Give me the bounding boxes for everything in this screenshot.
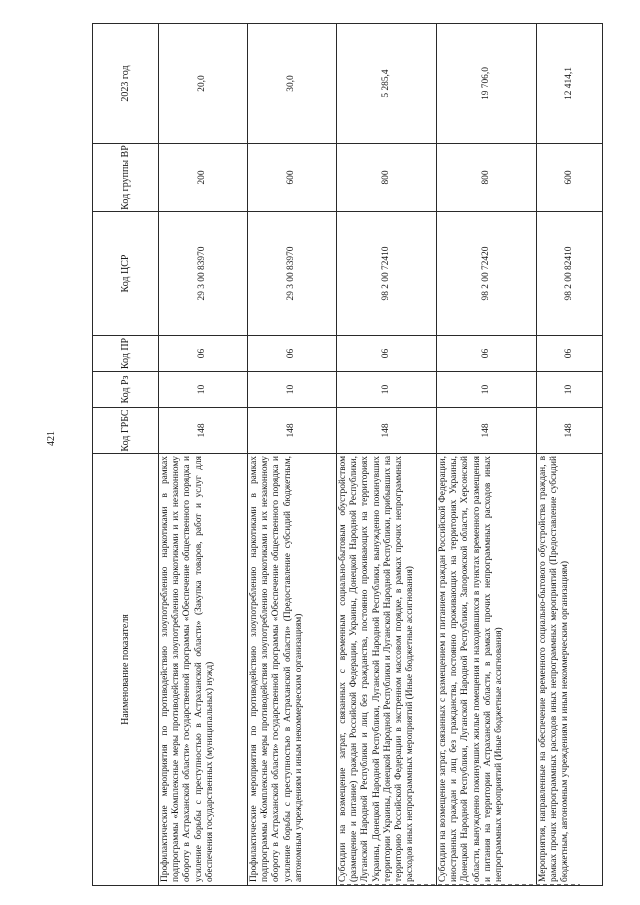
row-grbs: 148 bbox=[537, 408, 603, 454]
row-csr: 98 2 00 72410 bbox=[337, 212, 437, 336]
header-vr: Код группы ВР bbox=[93, 144, 159, 212]
page-number: 421 bbox=[46, 431, 57, 446]
header-grbs: Код ГРБС bbox=[93, 408, 159, 454]
row-name: Мероприятия, направленные на обеспечение временного социально-бытового обустройства граждан, в рамках прочих непрограммных расходов иных непрограммных мероприятий (Предоставление субсидий бюджетным, автономным учреждениям и иным некоммерческим организациям) bbox=[537, 454, 603, 886]
header-row bbox=[93, 24, 159, 886]
rotated-table-container bbox=[92, 24, 602, 886]
table-row bbox=[337, 24, 437, 886]
row-vr: 600 bbox=[537, 144, 603, 212]
table-row bbox=[537, 24, 603, 886]
row-rz: 10 bbox=[437, 372, 537, 408]
row-rz: 10 bbox=[337, 372, 437, 408]
header-rz: Код Рз bbox=[93, 372, 159, 408]
row-2023: 19 706,0 bbox=[437, 24, 537, 144]
row-csr: 29 3 00 83970 bbox=[248, 212, 337, 336]
row-2023: 30,0 bbox=[248, 24, 337, 144]
table-row bbox=[159, 24, 248, 886]
row-2023: 12 414,1 bbox=[537, 24, 603, 144]
row-rz: 10 bbox=[248, 372, 337, 408]
header-name: Наименование показателя bbox=[93, 454, 159, 886]
row-name: Субсидии на возмещение затрат, связанных с временным социально-бытовым обустройством (размещение и питание) граждан Российской Федерации, Украины, Донецкой Народной Республики, Луганской Народной Республики и лиц без гражданства, постоянно проживающих на территориях Украины, Донецкой Народной Республики, Луганской Народной Республики, вынужденно покинувших территории Украины, Донецкой Народной Республики и Луганской Народной Республики, прибывших на территорию Российской Федерации в экстренном массовом порядке, в рамках прочих непрограммных расходов иных непрограммных мероприятий (Иные бюджетные ассигнования) bbox=[337, 454, 437, 886]
row-vr: 800 bbox=[337, 144, 437, 212]
row-vr: 200 bbox=[159, 144, 248, 212]
row-rz: 10 bbox=[537, 372, 603, 408]
row-name: Субсидии на возмещение затрат, связанных с размещением и питанием граждан Российской Федерации, иностранных граждан и лиц без гражданства, постоянно проживающих на территориях Украины, Донецкой Народной Республики, Луганской Народной Республики, Запорожской области, Херсонской области, вынужденно покинувших жилые помещения и находившихся в пунктах временного размещения и питания на территории Астраханской области, в рамках прочих непрограммных расходов иных непрограммных мероприятий (Иные бюджетные ассигнования) bbox=[437, 454, 537, 886]
row-csr: 29 3 00 83970 bbox=[159, 212, 248, 336]
row-name: Профилактические мероприятия по противодействию злоупотреблению наркотиками в рамках подпрограммы «Комплексные меры противодействия злоупотреблению наркотиками и их незаконному обороту в Астраханской области» государственной программы «Обеспечение общественного порядка и усиление борьбы с преступностью в Астраханской области» (Закупка товаров, работ и услуг для обеспечения государственных (муниципальных) нужд) bbox=[159, 454, 248, 886]
row-pr: 06 bbox=[537, 336, 603, 372]
table-row bbox=[248, 24, 337, 886]
row-2023: 5 285,4 bbox=[337, 24, 437, 144]
budget-table bbox=[92, 23, 603, 886]
row-pr: 06 bbox=[337, 336, 437, 372]
row-csr: 98 2 00 72420 bbox=[437, 212, 537, 336]
row-pr: 06 bbox=[248, 336, 337, 372]
row-grbs: 148 bbox=[159, 408, 248, 454]
row-pr: 06 bbox=[437, 336, 537, 372]
row-grbs: 148 bbox=[248, 408, 337, 454]
header-csr: Код ЦСР bbox=[93, 212, 159, 336]
row-pr: 06 bbox=[159, 336, 248, 372]
scan-artifact-line bbox=[340, 884, 580, 885]
row-grbs: 148 bbox=[437, 408, 537, 454]
row-vr: 800 bbox=[437, 144, 537, 212]
row-rz: 10 bbox=[159, 372, 248, 408]
row-name: Профилактические мероприятия по противодействию злоупотреблению наркотиками в рамках подпрограммы «Комплексные меры противодействия злоупотреблению наркотиками и их незаконному обороту в Астраханской области» государственной программы «Обеспечение общественного порядка и усиление борьбы с преступностью в Астраханской области» (Предоставление субсидий бюджетным, автономным учреждениям и иным некоммерческим организациям) bbox=[248, 454, 337, 886]
row-vr: 600 bbox=[248, 144, 337, 212]
row-grbs: 148 bbox=[337, 408, 437, 454]
row-csr: 98 2 00 82410 bbox=[537, 212, 603, 336]
header-2023: 2023 год bbox=[93, 24, 159, 144]
table-row bbox=[437, 24, 537, 886]
row-2023: 20,0 bbox=[159, 24, 248, 144]
header-pr: Код ПР bbox=[93, 336, 159, 372]
